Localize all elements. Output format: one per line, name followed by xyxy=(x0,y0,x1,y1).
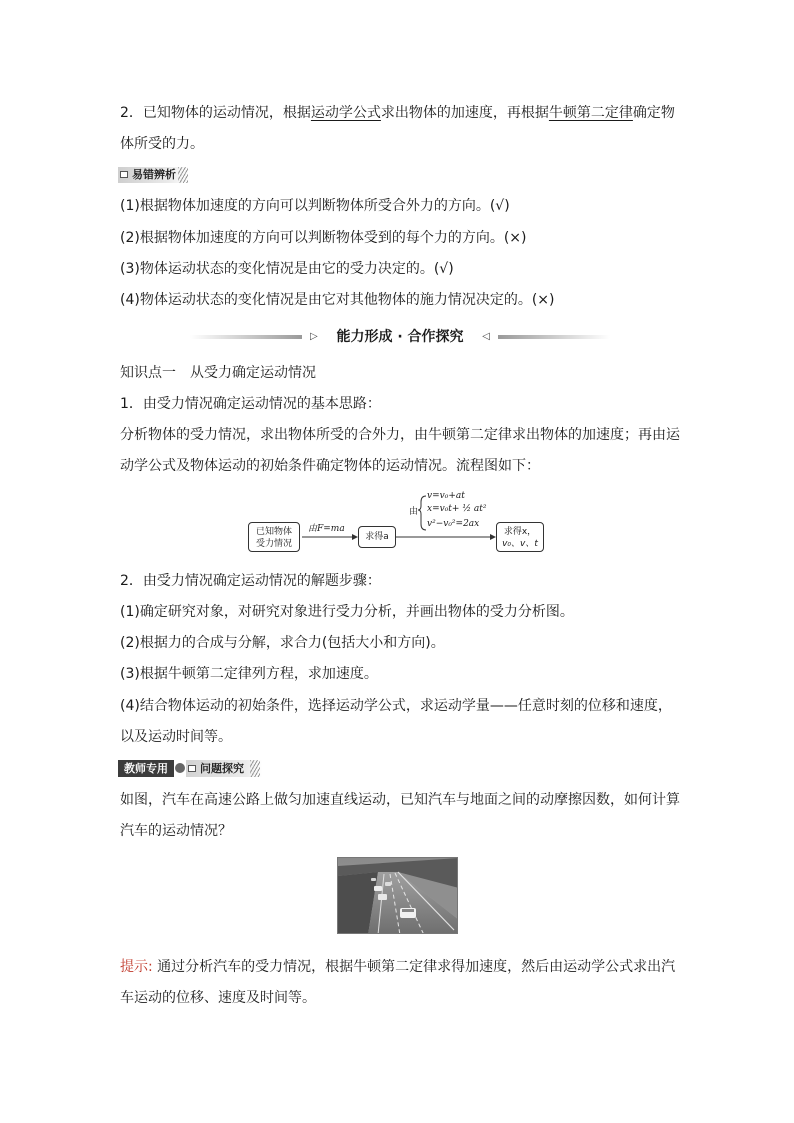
error-item-3: (3)物体运动状态的变化情况是由它的受力决定的。(√) xyxy=(120,261,454,277)
rule-left xyxy=(190,335,302,339)
error-item-2: (2)根据物体加速度的方向可以判断物体受到的每个力的方向。(×) xyxy=(120,230,527,246)
circle-icon xyxy=(175,763,185,773)
box-3-line-1: 求得x， xyxy=(503,527,537,537)
step-4: (4)结合物体运动的初始条件，选择运动学公式，求运动学量——任意时刻的位移和速度， xyxy=(120,698,672,714)
highway-illustration xyxy=(338,858,458,934)
box-known-forces xyxy=(248,522,300,552)
hatch-decoration xyxy=(250,760,260,777)
hint-label: 提示: xyxy=(120,959,153,975)
question-explore-label xyxy=(186,760,262,777)
step-2: (2)根据力的合成与分解，求合力(包括大小和方向)。 xyxy=(120,635,445,651)
text-segment: 2．已知物体的运动情况，根据 xyxy=(120,105,311,121)
triangle-right-icon: ▷ xyxy=(310,331,318,342)
triangle-left-icon: ◁ xyxy=(482,331,490,342)
error-item-1: (1)根据物体加速度的方向可以判断物体所受合外力的方向。(√) xyxy=(120,198,510,214)
flow-diagram xyxy=(240,490,550,555)
underlined-term-newton-second-law: 牛顿第二定律 xyxy=(548,105,633,121)
error-analysis-tag xyxy=(118,167,190,183)
subsection-1-body-1: 分析物体的受力情况，求出物体所受的合外力，由牛顿第二定律求出物体的加速度；再由运 xyxy=(120,427,680,443)
question-line-2: 汽车的运动情况？ xyxy=(120,823,232,839)
step-4-cont: 以及运动时间等。 xyxy=(120,729,232,745)
hatch-decoration xyxy=(178,167,188,183)
text-segment: 确定物 xyxy=(632,105,675,121)
box-1-line-1: 已知物体 xyxy=(255,527,292,537)
underlined-term-kinematics: 运动学公式 xyxy=(310,105,381,121)
tag-label: 易错辨析 xyxy=(132,168,176,181)
step-3: (3)根据牛顿第二定律列方程，求加速度。 xyxy=(120,666,378,682)
question-line-1: 如图，汽车在高速公路上做匀加速直线运动，已知汽车与地面之间的动摩擦因数，如何计算 xyxy=(120,792,680,808)
subsection-2-title: 2．由受力情况确定运动情况的解题步骤： xyxy=(120,573,381,589)
teacher-only-tag xyxy=(118,760,262,777)
knowledge-point-heading: 知识点一 从受力确定运动情况 xyxy=(120,365,316,381)
box-results xyxy=(496,522,544,552)
hint-line-1 xyxy=(120,957,675,977)
text-segment: 求出物体的加速度，再根据 xyxy=(380,105,549,121)
step-1: (1)确定研究对象，对研究对象进行受力分析，并画出物体的受力分析图。 xyxy=(120,604,574,620)
equation-displacement: x=v₀t+ ½ at² xyxy=(427,504,487,514)
brace xyxy=(418,496,426,530)
section-title: 能力形成 · 合作探究 xyxy=(336,329,464,345)
paragraph-2-cont: 体所受的力。 xyxy=(120,136,204,152)
box-acceleration: 求得a xyxy=(358,526,396,548)
teacher-label: 教师专用 xyxy=(118,760,174,777)
section-header xyxy=(190,327,610,347)
hint-text: 通过分析汽车的受力情况，根据牛顿第二定律求得加速度，然后由运动学公式求出汽 xyxy=(152,959,676,975)
square-icon xyxy=(188,765,196,772)
highway-photo xyxy=(337,857,458,934)
equation-velocity: v=v₀+at xyxy=(427,491,465,501)
subsection-1-title: 1．由受力情况确定运动情况的基本思路： xyxy=(120,396,381,412)
rule-right xyxy=(498,335,610,339)
box-1-line-2: 受力情况 xyxy=(255,539,292,549)
square-icon xyxy=(120,171,128,178)
subsection-1-body-2: 动学公式及物体运动的初始条件确定物体的运动情况。流程图如下： xyxy=(120,458,540,474)
error-item-4: (4)物体运动状态的变化情况是由它对其他物体的施力情况决定的。(×) xyxy=(120,292,555,308)
paragraph-2 xyxy=(120,103,675,123)
hint-line-2: 车运动的位移、速度及时间等。 xyxy=(120,990,316,1006)
question-tag-text: 问题探究 xyxy=(200,762,244,775)
box-3-line-2: v₀、v、t xyxy=(502,539,538,549)
arrow-2-label: 由 xyxy=(409,507,419,517)
arrow-1-label: 由F=ma xyxy=(308,524,345,534)
equation-velocity-squared: v²−v₀²=2ax xyxy=(427,519,480,529)
